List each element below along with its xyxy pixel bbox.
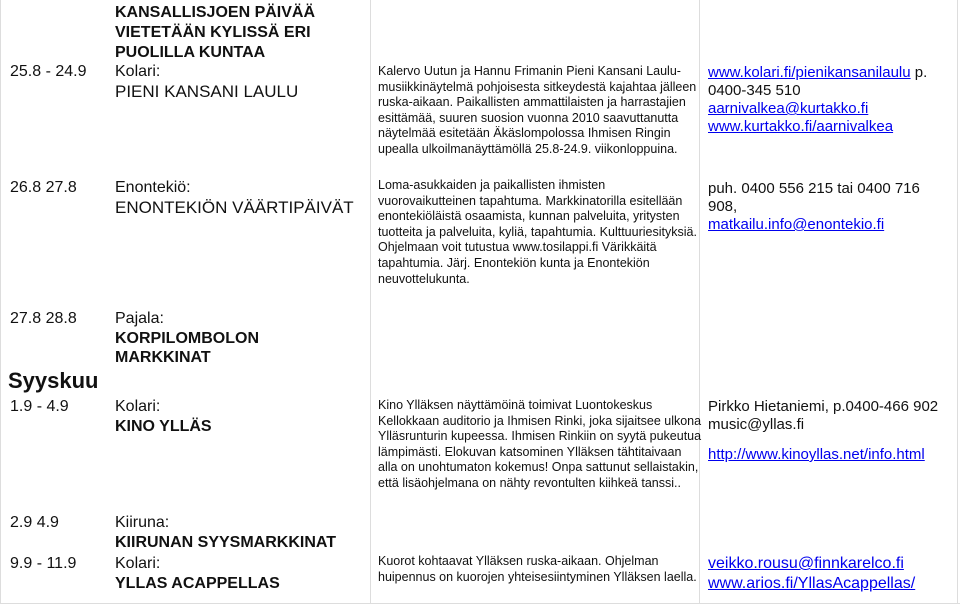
- row-place: Pajala:: [115, 310, 164, 327]
- contact-text: p. 0400-345 510: [708, 64, 928, 99]
- row-event: ENONTEKIÖN VÄÄRTIPÄIVÄT: [115, 198, 354, 217]
- row-event: PIENI KANSANI LAULU: [115, 82, 299, 101]
- contact-text: Pirkko Hietaniemi, p.0400-466 902 music@yllas.fi: [708, 398, 939, 433]
- row-event-line-1: KORPILOMBOLON: [115, 330, 259, 347]
- section-heading: Syyskuu: [8, 368, 99, 393]
- row-contact: [708, 180, 928, 234]
- contact-link[interactable]: www.arios.fi/YllasAcappellas/: [708, 575, 916, 592]
- top-event-line-2: VIETETÄÄN KYLISSÄ ERI: [115, 24, 311, 41]
- row-contact: [708, 554, 960, 594]
- contact-text: puh. 0400 556 215 tai 0400 716 908,: [708, 180, 920, 215]
- row-place: Kiiruna:: [115, 514, 170, 531]
- row-contact: [708, 64, 960, 136]
- row-event: KINO YLLÄS: [115, 418, 212, 435]
- contact-link[interactable]: www.kolari.fi/pienikansanilaulu: [708, 64, 911, 81]
- row-description: Loma-asukkaiden ja paikallisten ihmisten vuorovaikutteinen tapahtuma. Markkinatorilla esitellään enontekiöläistä osaamista, kunnan palveluita, yritysten tuotteita ja palveluita, kyliä, tapahtumia. Kulttuuriesityksiä. Ohjelmaan voit tutustua www.tosilappi.fi Värikkäitä tapahtumia. Järj. Enontekiön kunta ja Enontekiön neuvottelukunta.: [378, 178, 697, 286]
- row-event-line-2: MARKKINAT: [115, 349, 211, 366]
- row-date: 25.8 - 24.9: [10, 63, 87, 80]
- contact-link[interactable]: veikko.rousu@finnkarelco.fi: [708, 555, 904, 572]
- row-description: Kino Ylläksen näyttämöinä toimivat Luontokeskus Kellokkaan auditorio ja Ihmisen Rinki, joka sijaitsee ulkona Ylläsrunturin kupeessa. Ihmisen Rinkiin on syytä pukeutua lämpimästi. Elokuvan katsominen Ylläksen tähtitaivaan alla on unohtumaton kokemus! Onpa sattunut sellaistakin, että lisäohjelmana on nähty revontulten kiihkeä tanssi..: [378, 398, 702, 490]
- row-event: KIIRUNAN SYYSMARKKINAT: [115, 534, 337, 551]
- contact-link[interactable]: www.kurtakko.fi/aarnivalkea: [708, 118, 894, 135]
- contact-link[interactable]: aarnivalkea@kurtakko.fi: [708, 100, 869, 117]
- top-event-line-1: KANSALLISJOEN PÄIVÄÄ: [115, 4, 316, 21]
- row-date: 27.8 28.8: [10, 310, 77, 327]
- row-description: Kalervo Uutun ja Hannu Frimanin Pieni Kansani Laulu- musiikkinäytelmä pohjoisesta sitkeydestä kajahtaa jälleen ruska-aikaan. Paikallisten ammattilaisten ja harrastajien esittämää, suuren suosion vuonna 2010 saavuttanutta näytelmää esitetään Äkäslompolossa Ihmisen Ringin upealla ulkoilmanäyttämöllä 25.8-24.9. viikonloppuina.: [378, 64, 697, 156]
- row-place: Kolari:: [115, 398, 161, 415]
- row-event: YLLAS ACAPPELLAS: [115, 575, 280, 592]
- row-place: Kolari:: [115, 63, 161, 80]
- row-place: Enontekiö:: [115, 179, 191, 196]
- row-date: 9.9 - 11.9: [10, 555, 77, 572]
- row-place: Kolari:: [115, 555, 161, 572]
- row-date: 2.9 4.9: [10, 514, 59, 531]
- top-event-line-3: PUOLILLA KUNTAA: [115, 44, 266, 61]
- row-date: 26.8 27.8: [10, 179, 77, 196]
- row-date: 1.9 - 4.9: [10, 398, 69, 415]
- row-contact: [708, 398, 953, 464]
- row-description: Kuorot kohtaavat Ylläksen ruska-aikaan. Ohjelman huipennus on kuorojen yhteisesiintyminen Ylläksen laella.: [378, 554, 697, 584]
- contact-link[interactable]: http://www.kinoyllas.net/info.html: [708, 446, 925, 463]
- contact-link[interactable]: matkailu.info@enontekio.fi: [708, 216, 885, 233]
